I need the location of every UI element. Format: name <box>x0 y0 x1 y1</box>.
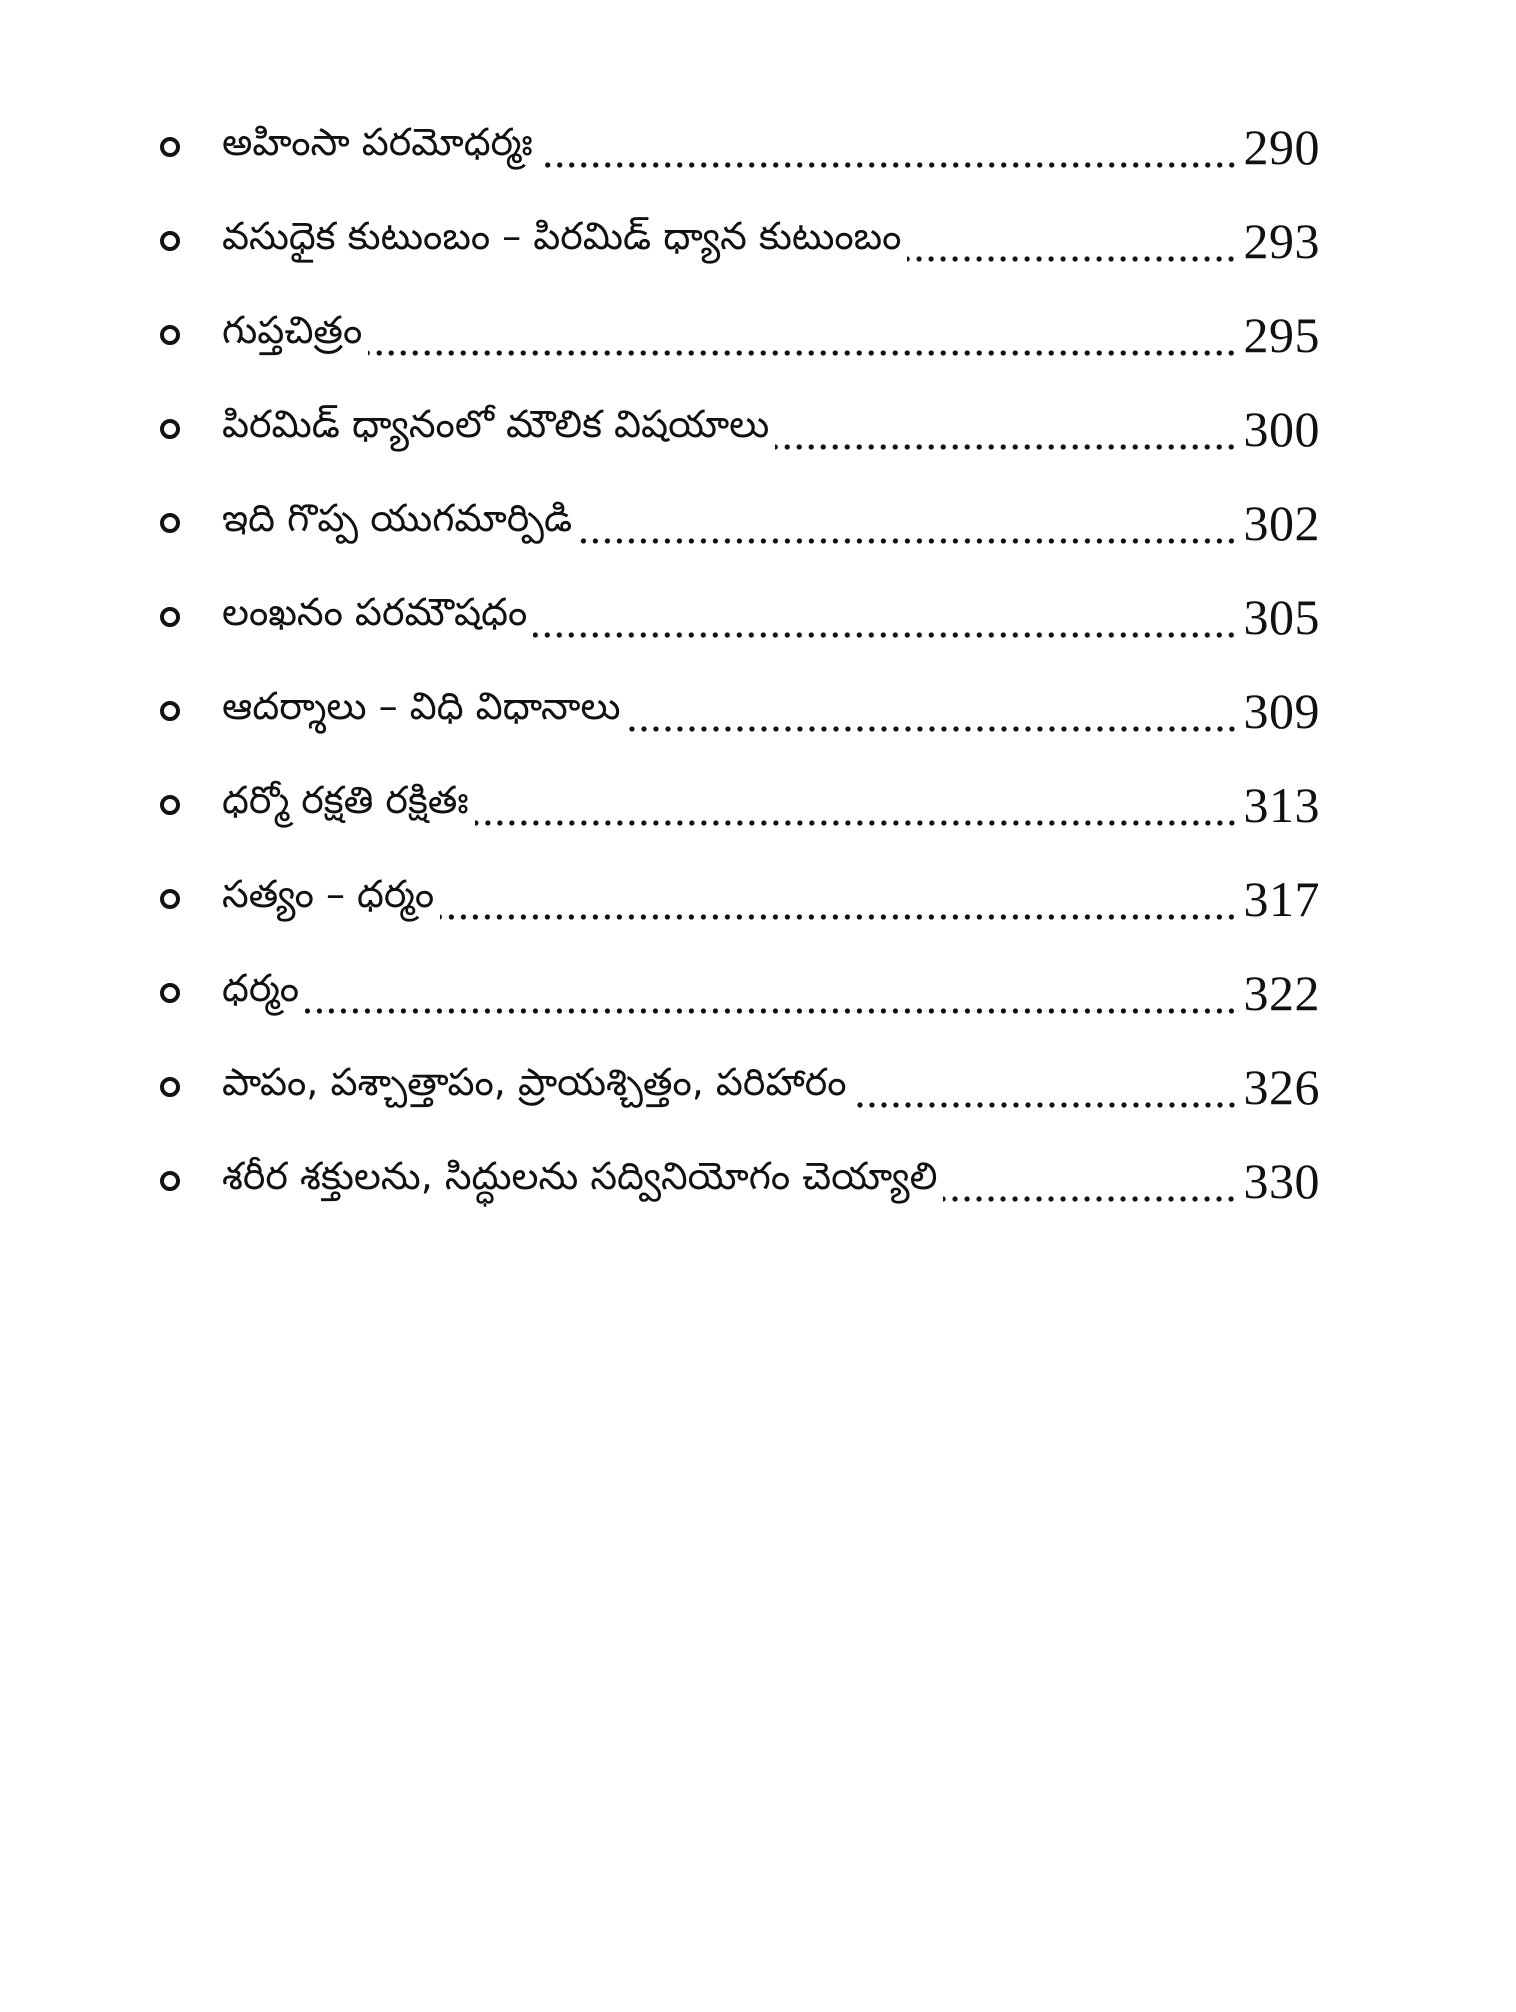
toc-entry-title: శరీర శక్తులను, సిద్ధులను సద్వినియోగం చెయ్యాలి <box>222 1154 938 1198</box>
bullet-circle-icon <box>160 607 180 627</box>
bullet-circle-icon <box>160 701 180 721</box>
toc-entry-page: 313 <box>1243 777 1320 833</box>
dot-leader <box>533 632 1237 638</box>
toc-entry-page: 309 <box>1243 683 1320 739</box>
toc-entry-title: వసుధైక కుటుంబం – పిరమిడ్ ధ్యాన కుటుంబం <box>222 214 902 258</box>
toc-entry-page: 293 <box>1243 213 1320 269</box>
table-of-contents <box>160 100 1320 1228</box>
toc-entry-page: 295 <box>1243 307 1320 363</box>
toc-entry-page: 290 <box>1243 119 1320 175</box>
bullet-circle-icon <box>160 1171 180 1191</box>
dot-leader <box>305 1008 1237 1014</box>
toc-entry-title: పాపం, పశ్చాత్తాపం, ప్రాయశ్చిత్తం, పరిహారం <box>222 1060 847 1104</box>
toc-entry-title: లంఖనం పరమౌషధం <box>222 590 528 634</box>
dot-leader <box>475 820 1238 826</box>
toc-entry <box>160 1040 1320 1134</box>
toc-entry-title: సత్యం – ధర్మం <box>222 872 435 916</box>
bullet-circle-icon <box>160 325 180 345</box>
toc-entry-page: 302 <box>1243 495 1320 551</box>
toc-entry-page: 317 <box>1243 871 1320 927</box>
dot-leader <box>907 256 1237 262</box>
toc-entry-page: 305 <box>1243 589 1320 645</box>
toc-entry <box>160 570 1320 664</box>
toc-entry <box>160 664 1320 758</box>
dot-leader <box>578 538 1237 544</box>
toc-entry <box>160 476 1320 570</box>
bullet-circle-icon <box>160 1077 180 1097</box>
dot-leader <box>853 1102 1238 1108</box>
bullet-circle-icon <box>160 795 180 815</box>
toc-entry-title: పిరమిడ్ ధ్యానంలో మౌలిక విషయాలు <box>222 402 770 446</box>
toc-entry-title: ఇది గొప్ప యుగమార్పిడి <box>222 496 573 540</box>
toc-entry-page: 326 <box>1243 1059 1320 1115</box>
toc-entry <box>160 1134 1320 1228</box>
toc-entry-page: 322 <box>1243 965 1320 1021</box>
toc-entry-page: 330 <box>1243 1153 1320 1209</box>
toc-entry-title: ధర్మో రక్షతి రక్షితః <box>222 778 469 822</box>
dot-leader <box>775 444 1237 450</box>
dot-leader <box>943 1196 1237 1202</box>
bullet-circle-icon <box>160 137 180 157</box>
bullet-circle-icon <box>160 983 180 1003</box>
toc-entry <box>160 852 1320 946</box>
dot-leader <box>627 726 1238 732</box>
toc-entry <box>160 758 1320 852</box>
toc-entry <box>160 194 1320 288</box>
toc-entry-title: గుప్తచిత్రం <box>222 308 363 352</box>
toc-entry-title: ధర్మం <box>222 966 300 1010</box>
toc-entry-title: ఆదర్శాలు – విధి విధానాలు <box>222 684 621 728</box>
dot-leader <box>539 162 1238 168</box>
bullet-circle-icon <box>160 231 180 251</box>
toc-entry <box>160 288 1320 382</box>
toc-entry-title: అహింసా పరమోధర్మః <box>222 120 533 164</box>
bullet-circle-icon <box>160 419 180 439</box>
toc-entry-page: 300 <box>1243 401 1320 457</box>
dot-leader <box>368 350 1237 356</box>
toc-entry <box>160 382 1320 476</box>
toc-entry <box>160 946 1320 1040</box>
bullet-circle-icon <box>160 513 180 533</box>
bullet-circle-icon <box>160 889 180 909</box>
dot-leader <box>440 914 1237 920</box>
toc-entry <box>160 100 1320 194</box>
